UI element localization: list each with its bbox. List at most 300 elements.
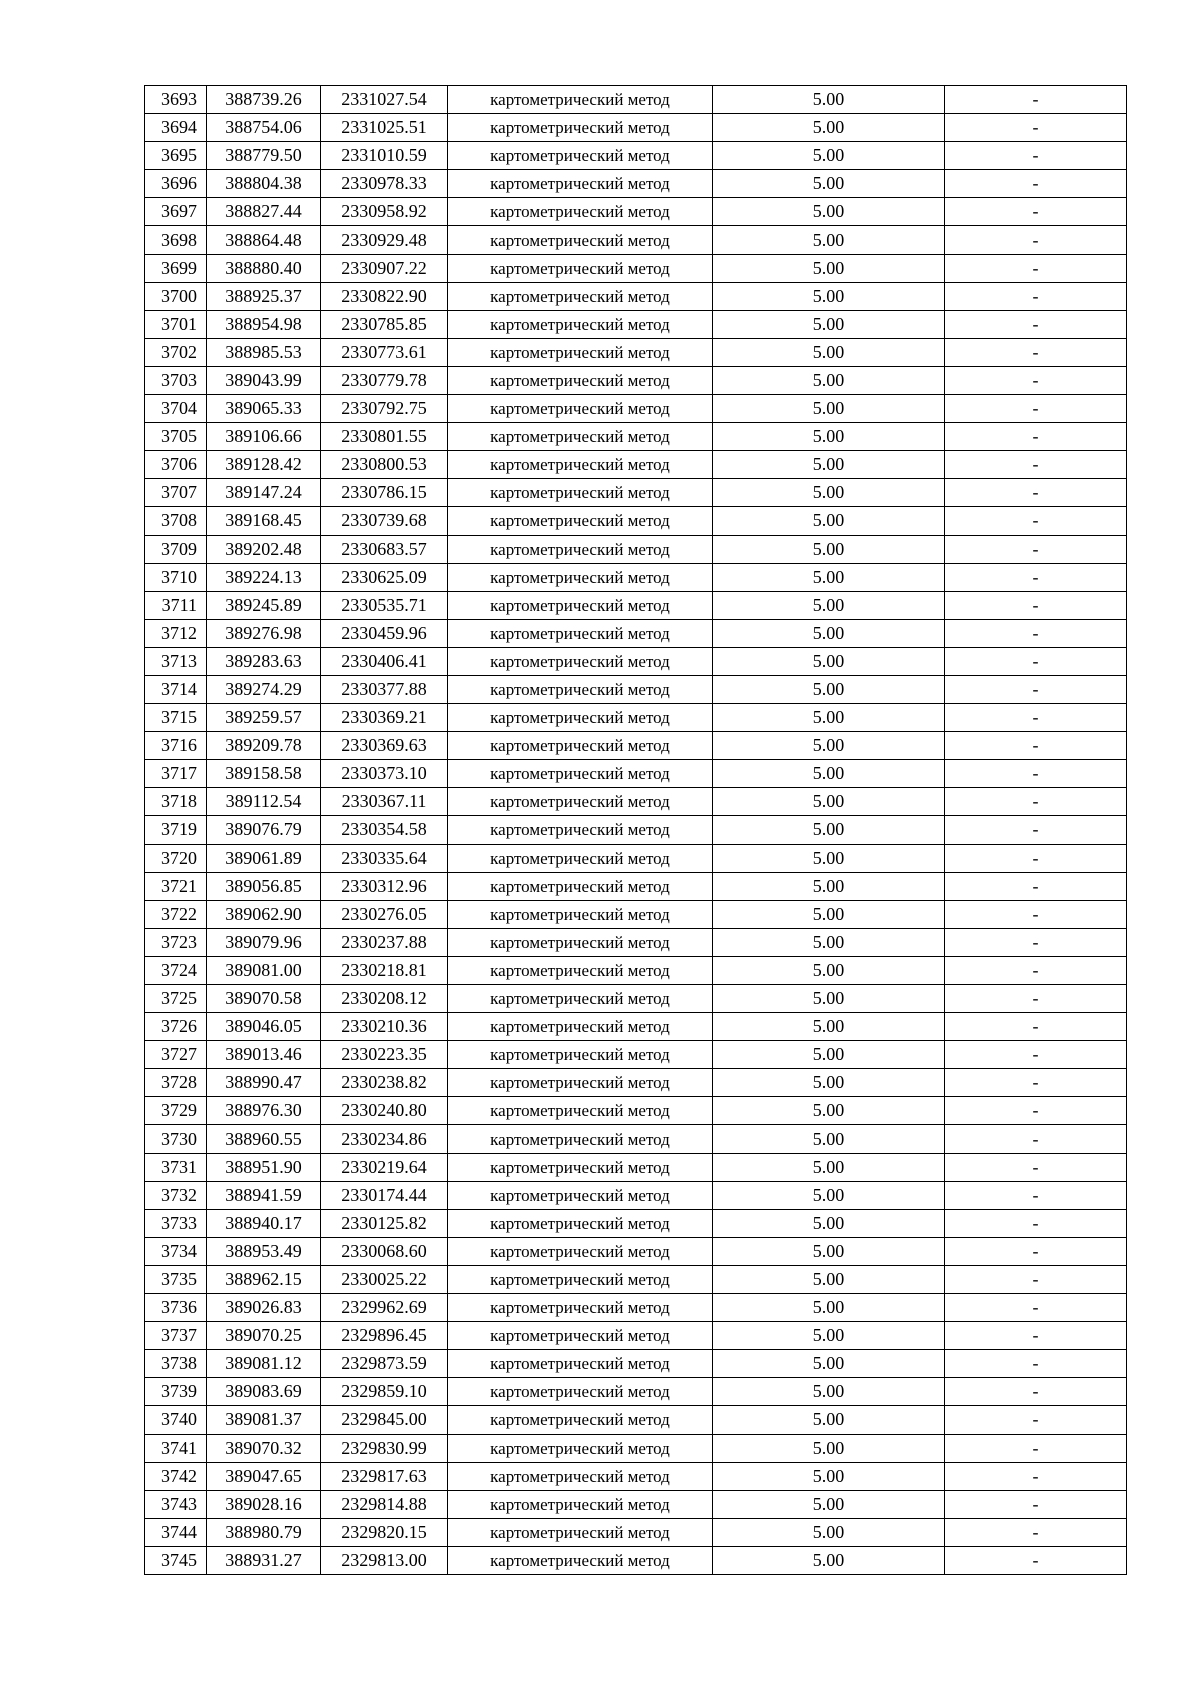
method-cell: картометрический метод — [448, 338, 713, 366]
x-coordinate-cell: 389028.16 — [207, 1490, 321, 1518]
point-number-cell: 3709 — [145, 535, 207, 563]
method-cell: картометрический метод — [448, 704, 713, 732]
description-cell: - — [945, 591, 1127, 619]
method-cell: картометрический метод — [448, 928, 713, 956]
method-cell: картометрический метод — [448, 170, 713, 198]
x-coordinate-cell: 389224.13 — [207, 563, 321, 591]
x-coordinate-cell: 388940.17 — [207, 1209, 321, 1237]
accuracy-cell: 5.00 — [713, 928, 945, 956]
table-row — [145, 451, 1127, 479]
x-coordinate-cell: 388985.53 — [207, 338, 321, 366]
y-coordinate-cell: 2329820.15 — [321, 1518, 448, 1546]
description-cell: - — [945, 844, 1127, 872]
description-cell: - — [945, 1518, 1127, 1546]
point-number-cell: 3723 — [145, 928, 207, 956]
x-coordinate-cell: 389046.05 — [207, 1013, 321, 1041]
x-coordinate-cell: 389026.83 — [207, 1294, 321, 1322]
description-cell: - — [945, 142, 1127, 170]
accuracy-cell: 5.00 — [713, 1434, 945, 1462]
table-row — [145, 1490, 1127, 1518]
method-cell: картометрический метод — [448, 1378, 713, 1406]
y-coordinate-cell: 2330801.55 — [321, 423, 448, 451]
description-cell: - — [945, 1209, 1127, 1237]
y-coordinate-cell: 2330369.63 — [321, 732, 448, 760]
x-coordinate-cell: 389168.45 — [207, 507, 321, 535]
y-coordinate-cell: 2330958.92 — [321, 198, 448, 226]
table-row — [145, 198, 1127, 226]
method-cell: картометрический метод — [448, 1181, 713, 1209]
table-row — [145, 1406, 1127, 1434]
description-cell: - — [945, 1406, 1127, 1434]
table-row — [145, 563, 1127, 591]
description-cell: - — [945, 310, 1127, 338]
method-cell: картометрический метод — [448, 1294, 713, 1322]
point-number-cell: 3735 — [145, 1265, 207, 1293]
accuracy-cell: 5.00 — [713, 1265, 945, 1293]
description-cell: - — [945, 1153, 1127, 1181]
description-cell: - — [945, 1322, 1127, 1350]
description-cell: - — [945, 1294, 1127, 1322]
accuracy-cell: 5.00 — [713, 1322, 945, 1350]
y-coordinate-cell: 2330223.35 — [321, 1041, 448, 1069]
table-row — [145, 1013, 1127, 1041]
y-coordinate-cell: 2330978.33 — [321, 170, 448, 198]
description-cell: - — [945, 1041, 1127, 1069]
point-number-cell: 3745 — [145, 1546, 207, 1574]
point-number-cell: 3734 — [145, 1237, 207, 1265]
table-row — [145, 591, 1127, 619]
x-coordinate-cell: 388953.49 — [207, 1237, 321, 1265]
x-coordinate-cell: 388962.15 — [207, 1265, 321, 1293]
accuracy-cell: 5.00 — [713, 1462, 945, 1490]
point-number-cell: 3711 — [145, 591, 207, 619]
x-coordinate-cell: 388941.59 — [207, 1181, 321, 1209]
accuracy-cell: 5.00 — [713, 1406, 945, 1434]
x-coordinate-cell: 389062.90 — [207, 900, 321, 928]
x-coordinate-cell: 389070.25 — [207, 1322, 321, 1350]
point-number-cell: 3736 — [145, 1294, 207, 1322]
x-coordinate-cell: 388779.50 — [207, 142, 321, 170]
description-cell: - — [945, 788, 1127, 816]
y-coordinate-cell: 2330800.53 — [321, 451, 448, 479]
accuracy-cell: 5.00 — [713, 395, 945, 423]
y-coordinate-cell: 2330406.41 — [321, 647, 448, 675]
description-cell: - — [945, 619, 1127, 647]
table-row — [145, 647, 1127, 675]
method-cell: картометрический метод — [448, 1237, 713, 1265]
point-number-cell: 3708 — [145, 507, 207, 535]
y-coordinate-cell: 2330786.15 — [321, 479, 448, 507]
method-cell: картометрический метод — [448, 1546, 713, 1574]
y-coordinate-cell: 2331027.54 — [321, 86, 448, 114]
accuracy-cell: 5.00 — [713, 788, 945, 816]
accuracy-cell: 5.00 — [713, 1209, 945, 1237]
method-cell: картометрический метод — [448, 1069, 713, 1097]
description-cell: - — [945, 900, 1127, 928]
point-number-cell: 3732 — [145, 1181, 207, 1209]
accuracy-cell: 5.00 — [713, 198, 945, 226]
table-row — [145, 619, 1127, 647]
point-number-cell: 3712 — [145, 619, 207, 647]
y-coordinate-cell: 2330312.96 — [321, 872, 448, 900]
y-coordinate-cell: 2330779.78 — [321, 366, 448, 394]
method-cell: картометрический метод — [448, 1462, 713, 1490]
x-coordinate-cell: 389202.48 — [207, 535, 321, 563]
accuracy-cell: 5.00 — [713, 338, 945, 366]
description-cell: - — [945, 86, 1127, 114]
table-row — [145, 816, 1127, 844]
accuracy-cell: 5.00 — [713, 760, 945, 788]
description-cell: - — [945, 1434, 1127, 1462]
table-row — [145, 114, 1127, 142]
table-row — [145, 1265, 1127, 1293]
table-row — [145, 928, 1127, 956]
table-row — [145, 1153, 1127, 1181]
method-cell: картометрический метод — [448, 1265, 713, 1293]
method-cell: картометрический метод — [448, 395, 713, 423]
description-cell: - — [945, 1378, 1127, 1406]
table-row — [145, 1069, 1127, 1097]
y-coordinate-cell: 2330367.11 — [321, 788, 448, 816]
x-coordinate-cell: 388931.27 — [207, 1546, 321, 1574]
x-coordinate-cell: 389076.79 — [207, 816, 321, 844]
table-row — [145, 1125, 1127, 1153]
method-cell: картометрический метод — [448, 507, 713, 535]
table-row — [145, 1294, 1127, 1322]
table-row — [145, 366, 1127, 394]
point-number-cell: 3693 — [145, 86, 207, 114]
table-row — [145, 423, 1127, 451]
y-coordinate-cell: 2330219.64 — [321, 1153, 448, 1181]
accuracy-cell: 5.00 — [713, 142, 945, 170]
description-cell: - — [945, 760, 1127, 788]
method-cell: картометрический метод — [448, 1518, 713, 1546]
description-cell: - — [945, 675, 1127, 703]
x-coordinate-cell: 388990.47 — [207, 1069, 321, 1097]
description-cell: - — [945, 816, 1127, 844]
x-coordinate-cell: 388976.30 — [207, 1097, 321, 1125]
point-number-cell: 3717 — [145, 760, 207, 788]
y-coordinate-cell: 2329962.69 — [321, 1294, 448, 1322]
description-cell: - — [945, 1125, 1127, 1153]
description-cell: - — [945, 732, 1127, 760]
accuracy-cell: 5.00 — [713, 226, 945, 254]
description-cell: - — [945, 1462, 1127, 1490]
table-row — [145, 86, 1127, 114]
point-number-cell: 3699 — [145, 254, 207, 282]
method-cell: картометрический метод — [448, 1013, 713, 1041]
table-row — [145, 507, 1127, 535]
table-row — [145, 1462, 1127, 1490]
point-number-cell: 3706 — [145, 451, 207, 479]
description-cell: - — [945, 647, 1127, 675]
method-cell: картометрический метод — [448, 535, 713, 563]
accuracy-cell: 5.00 — [713, 479, 945, 507]
method-cell: картометрический метод — [448, 563, 713, 591]
table-row — [145, 956, 1127, 984]
y-coordinate-cell: 2330625.09 — [321, 563, 448, 591]
x-coordinate-cell: 388925.37 — [207, 282, 321, 310]
method-cell: картометрический метод — [448, 1434, 713, 1462]
y-coordinate-cell: 2330125.82 — [321, 1209, 448, 1237]
table-row — [145, 985, 1127, 1013]
x-coordinate-cell: 388804.38 — [207, 170, 321, 198]
accuracy-cell: 5.00 — [713, 675, 945, 703]
point-number-cell: 3714 — [145, 675, 207, 703]
accuracy-cell: 5.00 — [713, 1350, 945, 1378]
accuracy-cell: 5.00 — [713, 1237, 945, 1265]
accuracy-cell: 5.00 — [713, 535, 945, 563]
description-cell: - — [945, 1350, 1127, 1378]
method-cell: картометрический метод — [448, 142, 713, 170]
method-cell: картометрический метод — [448, 310, 713, 338]
x-coordinate-cell: 389083.69 — [207, 1378, 321, 1406]
x-coordinate-cell: 389061.89 — [207, 844, 321, 872]
point-number-cell: 3739 — [145, 1378, 207, 1406]
description-cell: - — [945, 507, 1127, 535]
point-number-cell: 3741 — [145, 1434, 207, 1462]
description-cell: - — [945, 1013, 1127, 1041]
point-number-cell: 3733 — [145, 1209, 207, 1237]
y-coordinate-cell: 2330354.58 — [321, 816, 448, 844]
method-cell: картометрический метод — [448, 1125, 713, 1153]
description-cell: - — [945, 563, 1127, 591]
table-row — [145, 1041, 1127, 1069]
table-row — [145, 1546, 1127, 1574]
point-number-cell: 3710 — [145, 563, 207, 591]
accuracy-cell: 5.00 — [713, 872, 945, 900]
x-coordinate-cell: 389276.98 — [207, 619, 321, 647]
y-coordinate-cell: 2329873.59 — [321, 1350, 448, 1378]
description-cell: - — [945, 423, 1127, 451]
method-cell: картометрический метод — [448, 366, 713, 394]
y-coordinate-cell: 2330276.05 — [321, 900, 448, 928]
table-row — [145, 170, 1127, 198]
table-row — [145, 732, 1127, 760]
description-cell: - — [945, 1069, 1127, 1097]
method-cell: картометрический метод — [448, 114, 713, 142]
accuracy-cell: 5.00 — [713, 282, 945, 310]
accuracy-cell: 5.00 — [713, 1378, 945, 1406]
point-number-cell: 3718 — [145, 788, 207, 816]
method-cell: картометрический метод — [448, 1322, 713, 1350]
description-cell: - — [945, 872, 1127, 900]
y-coordinate-cell: 2330234.86 — [321, 1125, 448, 1153]
method-cell: картометрический метод — [448, 254, 713, 282]
y-coordinate-cell: 2330210.36 — [321, 1013, 448, 1041]
table-row — [145, 338, 1127, 366]
accuracy-cell: 5.00 — [713, 1069, 945, 1097]
y-coordinate-cell: 2331025.51 — [321, 114, 448, 142]
table-row — [145, 1097, 1127, 1125]
table-row — [145, 310, 1127, 338]
y-coordinate-cell: 2330739.68 — [321, 507, 448, 535]
description-cell: - — [945, 451, 1127, 479]
x-coordinate-cell: 389106.66 — [207, 423, 321, 451]
y-coordinate-cell: 2330822.90 — [321, 282, 448, 310]
accuracy-cell: 5.00 — [713, 1518, 945, 1546]
accuracy-cell: 5.00 — [713, 816, 945, 844]
method-cell: картометрический метод — [448, 872, 713, 900]
description-cell: - — [945, 535, 1127, 563]
y-coordinate-cell: 2330208.12 — [321, 985, 448, 1013]
accuracy-cell: 5.00 — [713, 507, 945, 535]
point-number-cell: 3722 — [145, 900, 207, 928]
description-cell: - — [945, 395, 1127, 423]
point-number-cell: 3694 — [145, 114, 207, 142]
table-row — [145, 704, 1127, 732]
y-coordinate-cell: 2330369.21 — [321, 704, 448, 732]
point-number-cell: 3705 — [145, 423, 207, 451]
point-number-cell: 3743 — [145, 1490, 207, 1518]
x-coordinate-cell: 388951.90 — [207, 1153, 321, 1181]
method-cell: картометрический метод — [448, 451, 713, 479]
method-cell: картометрический метод — [448, 675, 713, 703]
method-cell: картометрический метод — [448, 1350, 713, 1378]
accuracy-cell: 5.00 — [713, 956, 945, 984]
accuracy-cell: 5.00 — [713, 423, 945, 451]
description-cell: - — [945, 704, 1127, 732]
method-cell: картометрический метод — [448, 647, 713, 675]
x-coordinate-cell: 388980.79 — [207, 1518, 321, 1546]
description-cell: - — [945, 479, 1127, 507]
point-number-cell: 3715 — [145, 704, 207, 732]
coordinates-table — [144, 85, 1127, 1575]
x-coordinate-cell: 389081.12 — [207, 1350, 321, 1378]
table-row — [145, 1518, 1127, 1546]
method-cell: картометрический метод — [448, 1490, 713, 1518]
point-number-cell: 3697 — [145, 198, 207, 226]
x-coordinate-cell: 389158.58 — [207, 760, 321, 788]
description-cell: - — [945, 1237, 1127, 1265]
y-coordinate-cell: 2330683.57 — [321, 535, 448, 563]
accuracy-cell: 5.00 — [713, 1041, 945, 1069]
table-row — [145, 1181, 1127, 1209]
table-row — [145, 675, 1127, 703]
accuracy-cell: 5.00 — [713, 310, 945, 338]
table-row — [145, 760, 1127, 788]
y-coordinate-cell: 2329814.88 — [321, 1490, 448, 1518]
accuracy-cell: 5.00 — [713, 732, 945, 760]
point-number-cell: 3724 — [145, 956, 207, 984]
method-cell: картометрический метод — [448, 1406, 713, 1434]
method-cell: картометрический метод — [448, 1153, 713, 1181]
y-coordinate-cell: 2330377.88 — [321, 675, 448, 703]
x-coordinate-cell: 388954.98 — [207, 310, 321, 338]
y-coordinate-cell: 2330785.85 — [321, 310, 448, 338]
method-cell: картометрический метод — [448, 86, 713, 114]
accuracy-cell: 5.00 — [713, 1125, 945, 1153]
accuracy-cell: 5.00 — [713, 704, 945, 732]
method-cell: картометрический метод — [448, 619, 713, 647]
point-number-cell: 3720 — [145, 844, 207, 872]
x-coordinate-cell: 389081.00 — [207, 956, 321, 984]
table-row — [145, 872, 1127, 900]
y-coordinate-cell: 2329859.10 — [321, 1378, 448, 1406]
point-number-cell: 3716 — [145, 732, 207, 760]
table-row — [145, 1209, 1127, 1237]
accuracy-cell: 5.00 — [713, 985, 945, 1013]
x-coordinate-cell: 389070.32 — [207, 1434, 321, 1462]
y-coordinate-cell: 2330240.80 — [321, 1097, 448, 1125]
point-number-cell: 3737 — [145, 1322, 207, 1350]
table-row — [145, 142, 1127, 170]
x-coordinate-cell: 389047.65 — [207, 1462, 321, 1490]
accuracy-cell: 5.00 — [713, 844, 945, 872]
point-number-cell: 3698 — [145, 226, 207, 254]
method-cell: картометрический метод — [448, 1041, 713, 1069]
y-coordinate-cell: 2330218.81 — [321, 956, 448, 984]
table-row — [145, 1237, 1127, 1265]
x-coordinate-cell: 389043.99 — [207, 366, 321, 394]
x-coordinate-cell: 388754.06 — [207, 114, 321, 142]
accuracy-cell: 5.00 — [713, 1181, 945, 1209]
table-row — [145, 1350, 1127, 1378]
y-coordinate-cell: 2330535.71 — [321, 591, 448, 619]
point-number-cell: 3740 — [145, 1406, 207, 1434]
description-cell: - — [945, 928, 1127, 956]
point-number-cell: 3713 — [145, 647, 207, 675]
point-number-cell: 3703 — [145, 366, 207, 394]
x-coordinate-cell: 389283.63 — [207, 647, 321, 675]
point-number-cell: 3695 — [145, 142, 207, 170]
table-row — [145, 282, 1127, 310]
accuracy-cell: 5.00 — [713, 451, 945, 479]
y-coordinate-cell: 2329817.63 — [321, 1462, 448, 1490]
y-coordinate-cell: 2330237.88 — [321, 928, 448, 956]
accuracy-cell: 5.00 — [713, 647, 945, 675]
table-row — [145, 1378, 1127, 1406]
y-coordinate-cell: 2329845.00 — [321, 1406, 448, 1434]
table-row — [145, 1434, 1127, 1462]
point-number-cell: 3701 — [145, 310, 207, 338]
y-coordinate-cell: 2330068.60 — [321, 1237, 448, 1265]
y-coordinate-cell: 2329830.99 — [321, 1434, 448, 1462]
x-coordinate-cell: 389079.96 — [207, 928, 321, 956]
accuracy-cell: 5.00 — [713, 1097, 945, 1125]
point-number-cell: 3719 — [145, 816, 207, 844]
point-number-cell: 3738 — [145, 1350, 207, 1378]
method-cell: картометрический метод — [448, 1097, 713, 1125]
point-number-cell: 3744 — [145, 1518, 207, 1546]
table-row — [145, 788, 1127, 816]
y-coordinate-cell: 2330459.96 — [321, 619, 448, 647]
table-row — [145, 900, 1127, 928]
y-coordinate-cell: 2329813.00 — [321, 1546, 448, 1574]
x-coordinate-cell: 389259.57 — [207, 704, 321, 732]
y-coordinate-cell: 2330907.22 — [321, 254, 448, 282]
description-cell: - — [945, 366, 1127, 394]
x-coordinate-cell: 389128.42 — [207, 451, 321, 479]
method-cell: картометрический метод — [448, 1209, 713, 1237]
point-number-cell: 3729 — [145, 1097, 207, 1125]
y-coordinate-cell: 2330929.48 — [321, 226, 448, 254]
x-coordinate-cell: 389065.33 — [207, 395, 321, 423]
point-number-cell: 3731 — [145, 1153, 207, 1181]
method-cell: картометрический метод — [448, 226, 713, 254]
y-coordinate-cell: 2330025.22 — [321, 1265, 448, 1293]
y-coordinate-cell: 2330335.64 — [321, 844, 448, 872]
method-cell: картометрический метод — [448, 423, 713, 451]
method-cell: картометрический метод — [448, 591, 713, 619]
point-number-cell: 3728 — [145, 1069, 207, 1097]
y-coordinate-cell: 2330373.10 — [321, 760, 448, 788]
x-coordinate-cell: 389209.78 — [207, 732, 321, 760]
point-number-cell: 3704 — [145, 395, 207, 423]
description-cell: - — [945, 338, 1127, 366]
y-coordinate-cell: 2329896.45 — [321, 1322, 448, 1350]
x-coordinate-cell: 389245.89 — [207, 591, 321, 619]
